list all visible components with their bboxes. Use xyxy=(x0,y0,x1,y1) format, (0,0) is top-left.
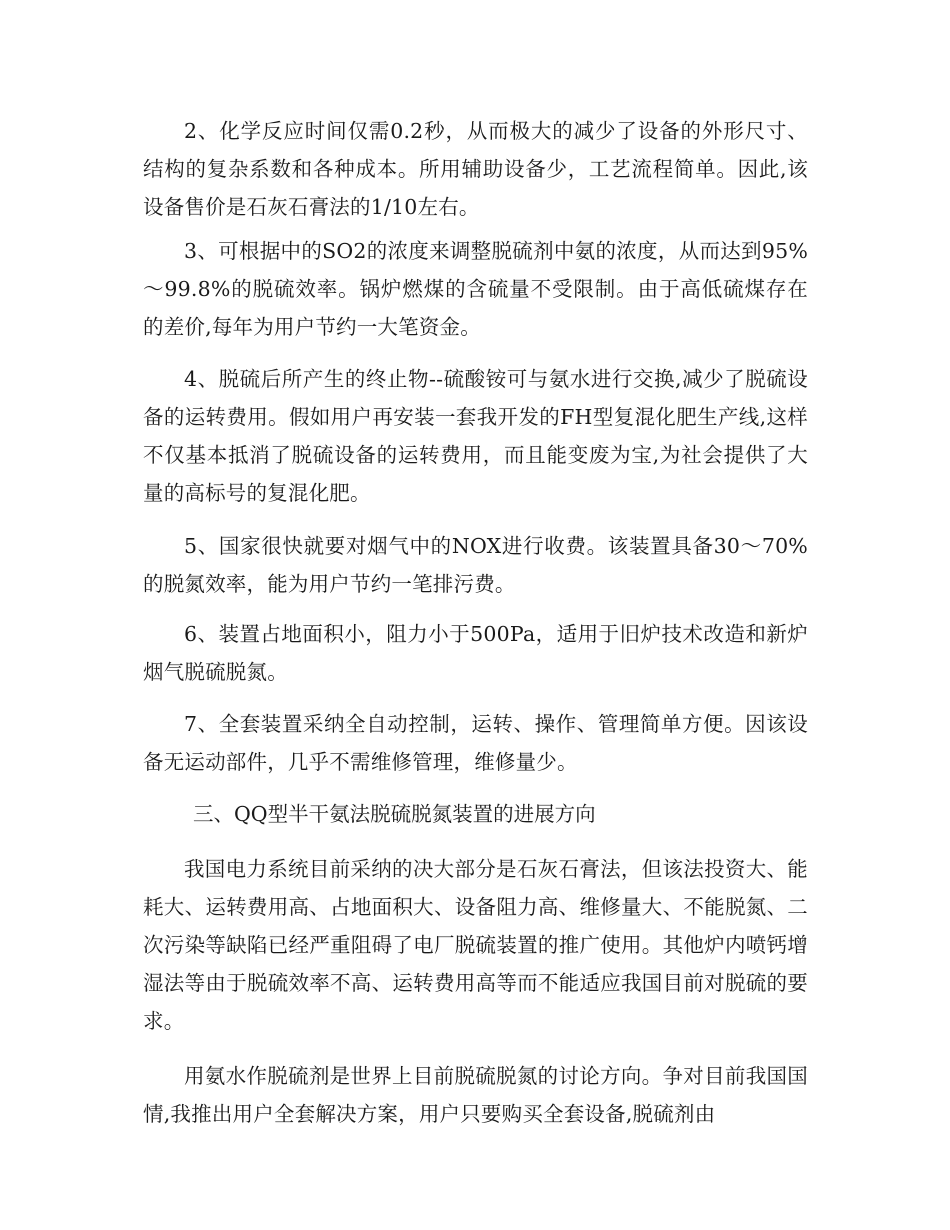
paragraph-item-5: 5、国家很快就要对烟气中的NOX进行收费。该装置具备30～70%的脱氮效率，能为用户节约一笔排污费。 xyxy=(143,534,808,596)
paragraph-item-3: 3、可根据中的SO2的浓度来调整脱硫剂中氨的浓度，从而达到95%～99.8%的脱硫效率。锅炉燃煤的含硫量不受限制。由于高低硫煤存在的差价,每年为用户节约一大笔资金。 xyxy=(143,239,808,339)
paragraph-research-direction: 用氨水作脱硫剂是世界上目前脱硫脱氮的讨论方向。争对目前我国国情,我推出用户全套解决方案，用户只要购买全套设备,脱硫剂由 xyxy=(143,1064,808,1126)
paragraph-current-status: 我国电力系统目前采纳的决大部分是石灰石膏法，但该法投资大、能耗大、运转费用高、占地面积大、设备阻力高、维修量大、不能脱氮、二次污染等缺陷已经严重阻碍了电厂脱硫装置的推广使用。其他炉内喷钙增湿法等由于脱硫效率不高、运转费用高等而不能适应我国目前对脱硫的要求。 xyxy=(143,857,808,1033)
paragraph-item-6: 6、装置占地面积小，阻力小于500Pa，适用于旧炉技术改造和新炉烟气脱硫脱氮。 xyxy=(143,622,808,684)
paragraph-item-2: 2、化学反应时间仅需0.2秒，从而极大的减少了设备的外形尺寸、结构的复杂系数和各种成本。所用辅助设备少，工艺流程简单。因此,该设备售价是石灰石膏法的1/10左右。 xyxy=(143,119,808,219)
paragraph-item-7: 7、全套装置采纳全自动控制，运转、操作、管理简单方便。因该设备无运动部件，几乎不需维修管理，维修量少。 xyxy=(143,712,808,774)
paragraph-item-4: 4、脱硫后所产生的终止物--硫酸铵可与氨水进行交换,减少了脱硫设备的运转费用。假如用户再安装一套我开发的FH型复混化肥生产线,这样不仅基本抵消了脱硫设备的运转费用，而且能变废为宝,为社会提供了大量的高标号的复混化肥。 xyxy=(143,367,808,505)
section-heading: 三、QQ型半干氨法脱硫脱氮装置的进展方向 xyxy=(193,802,596,826)
